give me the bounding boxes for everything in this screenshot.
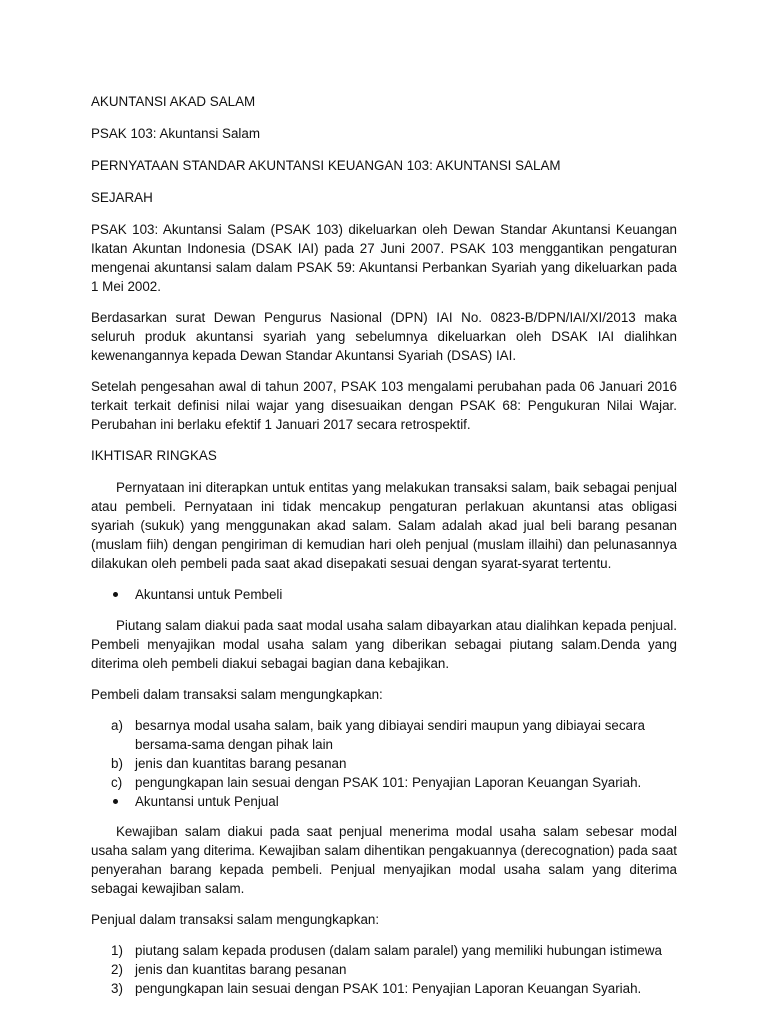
list-marker: c) (111, 775, 123, 790)
history-paragraph-3: Setelah pengesahan awal di tahun 2007, PSAK 103 mengalami perubahan pada 06 Januari 2016 terkait terkait definisi nilai wajar yang disesuaikan dengan PSAK 68: Pengukuran Nilai Wajar. Perubahan ini berlaku efektif 1 Januari 2017 secara retrospektif. (91, 379, 677, 432)
document-subtitle: PSAK 103: Akuntansi Salam (91, 126, 260, 141)
seller-paragraph: Kewajiban salam diakui pada saat penjual menerima modal usaha salam sebesar modal usaha salam yang diterima. Kewajiban salam dihentikan pengakuannya (derecognation) pada saat penyerahan barang kepada pembeli. Penjual menyajikan modal usaha salam yang diterima sebagai kewajiban salam. (91, 824, 677, 896)
list-marker: 2) (111, 962, 123, 977)
list-item-text: jenis dan kuantitas barang pesanan (135, 962, 347, 977)
list-marker: a) (111, 718, 123, 733)
history-paragraph-2: Berdasarkan surat Dewan Pengurus Nasional (DPN) IAI No. 0823-B/DPN/IAI/XI/2013 maka seluruh produk akuntansi syariah yang sebelumnya dikeluarkan oleh DSAK IAI dialihkan kewenangannya kepada Dewan Standar Akuntansi Syariah (DSAS) IAI. (91, 310, 677, 363)
list-item (91, 979, 677, 998)
bullet-buyer-heading (91, 585, 677, 604)
document-title: AKUNTANSI AKAD SALAM (91, 94, 256, 109)
seller-disclosure-list (91, 941, 677, 998)
bullet-icon (113, 799, 118, 804)
buyer-disclosure-list (91, 716, 677, 792)
list-item-text: piutang salam kepada produsen (dalam salam paralel) yang memiliki hubungan istimewa (135, 943, 662, 958)
document-page (91, 92, 677, 1010)
summary-paragraph: Pernyataan ini diterapkan untuk entitas yang melakukan transaksi salam, baik sebagai penjual atau pembeli. Pernyataan ini tidak mencakup pengaturan perlakuan akuntansi atas obligasi syariah (sukuk) yang menggunakan akad salam. Salam adalah akad jual beli barang pesanan (muslam fiih) dengan pengiriman di kemudian hari oleh penjual (muslam illaihi) dan pelunasannya dilakukan oleh pembeli pada saat akad disepakati sesuai dengan syarat-syarat tertentu. (91, 480, 677, 571)
list-marker: b) (111, 756, 123, 771)
buyer-disclosure-intro: Pembeli dalam transaksi salam mengungkapkan: (91, 687, 383, 702)
list-item (91, 754, 677, 773)
buyer-heading: Akuntansi untuk Pembeli (135, 587, 283, 602)
list-item-text: besarnya modal usaha salam, baik yang dibiayai sendiri maupun yang dibiayai secara bersama-sama dengan pihak lain (135, 718, 645, 752)
list-item-text: pengungkapan lain sesuai dengan PSAK 101: Penyajian Laporan Keuangan Syariah. (135, 981, 642, 996)
list-item (91, 716, 677, 754)
list-item-text: pengungkapan lain sesuai dengan PSAK 101: Penyajian Laporan Keuangan Syariah. (135, 775, 642, 790)
buyer-paragraph: Piutang salam diakui pada saat modal usaha salam dibayarkan atau dialihkan kepada penjual. Pembeli menyajikan modal usaha salam yang diberikan sebagai piutang salam.Denda yang diterima oleh pembeli diakui sebagai bagian dana kebajikan. (91, 618, 677, 671)
list-item-text: jenis dan kuantitas barang pesanan (135, 756, 347, 771)
list-item (91, 941, 677, 960)
seller-heading: Akuntansi untuk Penjual (135, 794, 279, 809)
section-heading-summary: IKHTISAR RINGKAS (91, 448, 217, 463)
history-paragraph-1: PSAK 103: Akuntansi Salam (PSAK 103) dikeluarkan oleh Dewan Standar Akuntansi Keuangan Ikatan Akuntan Indonesia (DSAK IAI) pada 27 Juni 2007. PSAK 103 menggantikan pengaturan mengenai akuntansi salam dalam PSAK 59: Akuntansi Perbankan Syariah yang dikeluarkan pada 1 Mei 2002. (91, 222, 677, 294)
list-item (91, 773, 677, 792)
standard-title: PERNYATAAN STANDAR AKUNTANSI KEUANGAN 103: AKUNTANSI SALAM (91, 158, 561, 173)
bullet-seller-heading (91, 792, 677, 811)
list-marker: 1) (111, 943, 123, 958)
seller-disclosure-intro: Penjual dalam transaksi salam mengungkapkan: (91, 912, 380, 927)
list-marker: 3) (111, 981, 123, 996)
bullet-icon (113, 592, 118, 597)
list-item (91, 960, 677, 979)
section-heading-history: SEJARAH (91, 190, 153, 205)
